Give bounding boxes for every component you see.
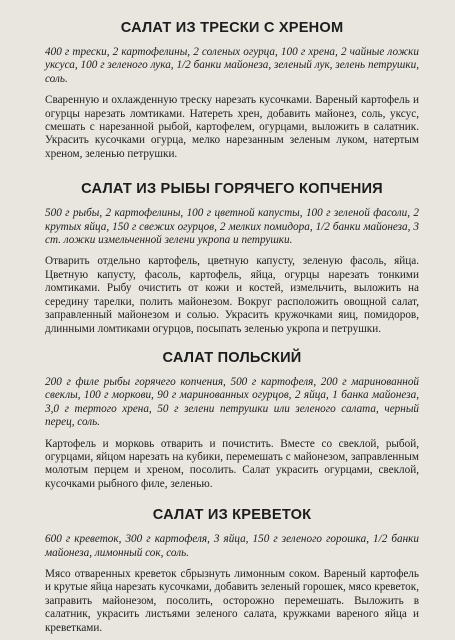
recipe-ingredients: 200 г филе рыбы горячего копчения, 500 г картофеля, 200 г маринованной свеклы, 100 г моркови, 90 г маринованных огурцов, 2 яйца, 1 банка майонеза, 3,0 г тертого хрена, 50 г зелени петрушки или зеленого салата, черный перец, соль. bbox=[45, 375, 419, 429]
recipe-ingredients: 400 г трески, 2 картофелины, 2 соленых огурца, 100 г хрена, 2 чайные ложки уксуса, 100 г зеленого лука, 1/2 банки майонеза, зеленый лук, зелень петрушки, соль. bbox=[45, 46, 419, 85]
recipe-shrimp-salad bbox=[45, 507, 419, 635]
recipe-method: Сваренную и охлажденную треску нарезать кусочками. Вареный картофель и огурцы нарезать ломтиками. Натереть хрен, добавить майонез, соль, уксус, смешать с нарезанной рыбой, картофелем, огурцами, выложить в салатник. Украсить кусочками огурца, мелко нарезанным зеленым луком, натертым хреном, зеленью петрушки. bbox=[45, 94, 419, 160]
recipe-cod-horseradish bbox=[45, 20, 419, 161]
recipe-polish-salad bbox=[45, 350, 419, 491]
section-spacer bbox=[45, 161, 419, 181]
recipe-title: САЛАТ ИЗ ТРЕСКИ С ХРЕНОМ bbox=[120, 20, 344, 36]
recipe-title: САЛАТ ИЗ КРЕВЕТОК bbox=[152, 507, 312, 524]
recipe-smoked-fish bbox=[45, 181, 419, 336]
recipe-title: САЛАТ ИЗ РЫБЫ ГОРЯЧЕГО КОПЧЕНИЯ bbox=[81, 181, 383, 198]
recipe-title: САЛАТ ПОЛЬСКИЙ bbox=[162, 349, 302, 366]
recipe-method: Картофель и морковь отварить и почистить. Вместе со свеклой, рыбой, огурцами, яйцом нарезать на кубики, перемешать с майонезом, заправленным молотым перцем и хреном, посолить. Салат украсить огурцами, свеклой, кусочками рыбного филе, зеленью. bbox=[45, 437, 419, 490]
section-spacer bbox=[45, 491, 419, 507]
recipe-method: Отварить отдельно картофель, цветную капусту, зеленую фасоль, яйца. Цветную капусту, фасоль, картофель, яйца, огурцы нарезать тонкими ломтиками. Рыбу очистить от кожи и костей, измельчить, выложить на середину тарелки, полить майонезом. Вокруг расположить овощной салат, заправленный майонезом и солью. Украсить кружочками яиц, помидоров, длинными ломтиками огурцов, посыпать зеленью укропа и петрушки. bbox=[45, 255, 419, 335]
recipe-method: Мясо отваренных креветок сбрызнуть лимонным соком. Вареный картофель и крутые яйца нарезать кусочками, добавить зеленый горошек, мясо креветок, заправить майонезом, посолить, осторожно перемешать. Выложить в салатник, украсить листьями зеленого салата, кружками вареного яйца и креветками. bbox=[45, 567, 419, 634]
section-spacer bbox=[45, 336, 419, 350]
recipe-ingredients: 500 г рыбы, 2 картофелины, 100 г цветной капусты, 100 г зеленой фасоли, 2 крутых яйца, 150 г свежих огурцов, 2 мелких помидора, 1/2 банки майонеза, 3 ст. ложки измельченной зелени укропа и петрушки. bbox=[45, 207, 419, 247]
recipe-ingredients: 600 г креветок, 300 г картофеля, 3 яйца, 150 г зеленого горошка, 1/2 банки майонеза, лимонный сок, соль. bbox=[45, 533, 419, 559]
